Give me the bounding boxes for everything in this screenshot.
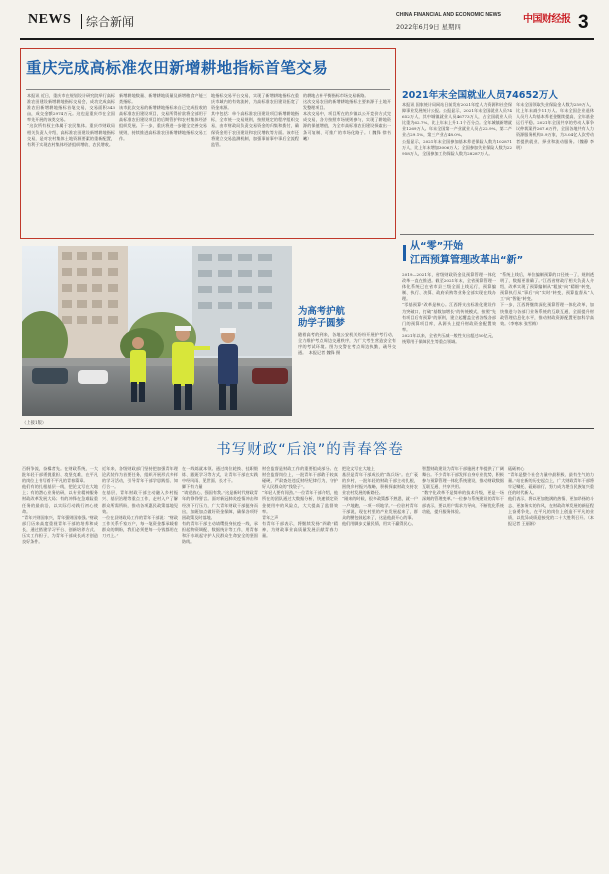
masthead-rule	[20, 38, 594, 40]
continued-label: （上接1版）	[22, 421, 47, 426]
article4-column-2: 近年来，各级财政部门坚持把加强青年理论武装作为首要任务，组织开展形式多样的学习活动，引导青年干部学思践悟、知行合一。 在基层，青年财政干部主动融入乡村振兴、基层治理等重点工作，走村入户了解群众所需所盼，推动各项惠民政策落地见效。 一位在县财政局工作的青年干部说：“财政工作关系千家万户，每一笔资金都承载着群众的期盼，我们必须把每一分钱都用在刀刃上。”	[102, 466, 178, 539]
article1-column-3: 地指标交易平台交易，实现了新增耕地指标在重庆市域内的有效流转，为高标准农田建设拓宽了资金来源。 其中包括：单个高标准农田建设项目新增耕地指标，全市统一交易规则，按照规定的程序组织交易，由市财政局负责交易资金的归集和拨付，确保资金用于农田建设和农民增收等方面。该市还将建立交易监测机制，加强事前事中事后全流程监管。	[211, 93, 299, 147]
article2-column-2: 年末全国领取失业保险金人数为259万人，比上年末减少11万人。年末全国企业退休人员月人均基本养老金继续提高，全年基金运行平稳。2021年全国共享的劳动人事争议仲裁案件267.6万件，全国各地共有人力资源服务机构5.9万家，为3.04亿人次劳动者提供就业、择业和流动服务。（魏静 李明）	[516, 102, 594, 150]
article2-headline: 2021年末全国就业人员74652万人	[402, 90, 559, 101]
article4-column-3: 在一线练就本领。通过岗位轮换、挂职锻炼、跟班学习等方式，让青年干部在实践中经风雨、见世面、长才干。 脚下有力量 “请党放心，强国有我。”这是新时代财政青年的铮铮誓言。面对新冠肺炎疫情冲击和经济下行压力，广大青年财政干部挺身而出，加班加点做好资金保障，确保各项纾困政策及时落地。 有的青年干部主动请缨投身抗疫一线，承担起物资调配、数据统计等工作，用青春和汗水筑起守护人民群众生命安全的坚固防线。	[182, 466, 258, 545]
article1-headline: 重庆完成高标准农田新增耕地指标首笔交易	[26, 59, 329, 77]
article4-column-4: 财会监督是财政工作的重要组成部分。在财会监督岗位上，一批青年干部敢于较真碰硬，严肃查处违反财经纪律行为，守护好人民群众的“钱袋子”。 “年轻人要有闯劲。”一位青年干部介绍，他所在的团队通过大数据分析，快速锁定资金使用中的风险点，大大提高了监督效率。 青年之声 有青年干部表示，将继续发扬“四敢”精神，为财政事业高质量发展贡献青春力量。	[262, 466, 338, 539]
section-divider	[81, 14, 82, 29]
article2-column-1: 本报讯 国家统计局网站日前发布2021年度人力资源和社会保障事业发展统计公报。公报显示，2021年末全国就业人员74652万人，其中城镇就业人员46773万人，占全国就业人员比重为62.7%，比上年末上升1.1个百分点。全年城镇新增就业1269万人。年末全国第一产业就业人员占22.9%，第二产业占29.1%，第三产业占48.0%。 公报显示，2021年末全国参加基本养老保险人数为102871万人，比上年末增加3006万人；全国参加失业保险人数为22958万人，全国参加工伤保险人数为28287万人。	[402, 102, 512, 156]
section-label-cn: 综合新闻	[86, 15, 135, 29]
article3-column-1: 2019—2021年，省级财政资金及预算管理一体化改革一直在推进。截至2021年末，全省预算管理一体化系统已在省市县三级全面上线运行，预算编制、执行、决算、政府采购等业务全部实现在线办理。 “零基预算”改革是核心。江西将支出标准化建设作为突破口，打破“基数加增长”的传统模式，按照“先有项目后有预算”的原则，建立起覆盖全省各级各部门的预算项目库，从源头上提升财政资金配置效率。 2021年以来，全省共压减一般性支出超过50亿元，统筹用于保障民生等重点领域。	[402, 272, 496, 345]
masthead	[0, 0, 609, 40]
article4-column-1: 百舸争流，奋楫者先。在财政系统，一大批年轻干部勇挑重担、攻坚克难，在平凡的岗位上书写着不平凡的青春篇章。 他们有的扎根基层一线，把论文写在大地上；有的潜心业务钻研，以专业精神服务财政改革发展大局；有的冲锋在急难险重任务的最前沿，以实际行动践行初心使命。 “青年兴则国家兴，青年强则国家强。”财政部门历来高度重视青年干部的培养和成长，通过搭建学习平台、创新培养方式、压实工作担子，为青年干部成长成才创造良好条件。	[22, 466, 98, 545]
paper-logo: 中国财经报	[523, 14, 571, 25]
divider-middle	[20, 428, 594, 429]
article3-column-2: “系统上线后，单位编制预算的口径统一了，规则透明了，数据更准确了。”江西省财政厅相关负责人介绍，改革实现了预算编制从“粗放”向“精细”转变，预算执行从“事后”向“实时”转变，预算监督从“人工”向“智能”转变。 下一步，江西将继续深化预算管理一体化改革，加快推进与各部门业务系统的互联互通，全面提升财政管理信息化水平，推动财政资源配置更加科学高效。（李寒冰 张雪梅）	[500, 272, 594, 326]
article4-column-7: 砥砺初心 “青年是整个社会力量中最积极、最有生气的力量。”站在新的历史起点上，广大财政青年干部将牢记嘱托、砥砺前行，努力成为堪当民族复兴重任的时代新人。 他们表示，将以更加饱满的热情、更加昂扬的斗志、更加务实的作风，在财政改革发展的新征程上奋勇争先，在平凡的岗位上创造不平凡的业绩，以优异成绩迎接党的二十大胜利召开。（本报记者 王丽娟）	[508, 466, 594, 526]
exam-traffic-photo	[22, 246, 292, 416]
paper-name-en: CHINA FINANCIAL AND ECONOMIC NEWS	[396, 12, 501, 18]
article4-column-6: 智慧财政建设为青年干部施展才华提供了广阔舞台。不少青年干部发挥自身专业优势，积极参与预算管理一体化系统建设，推动财政数据互联互通、共享共用。 “数字化改革不是简单的技术升级，更是一场深刻的管理变革。”一位参与系统建设的青年干部表示，要以用户需求为导向，不断优化系统功能，提升服务体验。	[422, 466, 504, 514]
page-number: 3	[578, 12, 589, 33]
photo-caption-title: 为高考护航 助学子圆梦	[298, 306, 345, 329]
article4-column-5: 把论文写在大地上 基层是青年干部成长的“练兵场”。在广袤的乡村，一批年轻的财政干部主动扎根，围绕乡村振兴战略，积极探索财政支持农业农村发展的新路径。 “刚来的时候，很多政策都不熟悉，就一户一户地跑，一项一项地学。”一位驻村青年干部说，现在村里的产业发展起来了，群众的腰包鼓起来了，这是他最开心的事。 他们用脚步丈量民情，用实干赢得民心。	[342, 466, 418, 526]
issue-date: 2022年6月9日 星期四	[396, 23, 461, 31]
article1-column-1: 本报讯 近日，重庆市在规划设计研究院举行高标准农田建设新增耕地指标交易会，成功完成高标准农田新增耕地指标首笔交易，交易面积343亩，成交金额2974万元。这也是重庆市在全国率先开展的该类交易。 “这次所有权主体属于农民集体。重庆市财政局相关负责人介绍，高标准农田建设新增耕地指标交易，是对农村集体土地资源要素的重新配置，有利于实现农村集体经济组织增收、农民增收。	[27, 93, 115, 147]
article1-column-2: 新增耕地数量、新增耕地质量及新增粮食产能三类指标。 该市此次交易的新增耕地指标来自已完成验收的高标准农田建设项目，交易所得价款将全部用于高标准农田建设项目的后期管护和农村集体经济组织发展。下一步，重庆将进一步健全完善交易规则，持续推进高标准农田新增耕地指标交易工作。	[119, 93, 207, 141]
article3-headline: 从“零”开始 江西预算管理改革出“新”	[410, 241, 524, 266]
photo-caption-text: 随着高考的到来，各地公安机关纷纷开展护考行动，全力维护考点周边交通秩序，为广大考生营造安全有序的考试环境。图为交警在考点周边执勤，疏导交通。 本报记者 魏锋 摄	[298, 332, 396, 356]
divider-right-1	[400, 234, 594, 235]
article4-headline: 书写财政“后浪”的青春答卷	[216, 442, 404, 458]
article3-marker	[403, 245, 406, 261]
headline-rule	[26, 89, 390, 90]
section-label-en: NEWS	[28, 12, 72, 27]
article1-column-4: 的耕地占补平衡指标市场交易新路。 这次交易农田的新增耕地指标主要来源于土地开发整理项目。 本次交易中，项目所在的乡镇以公开竞价方式完成交易，各方按照市场规则参与，实现了耕地资源的保值增值，为全市高标准农田建设探索出一条可复制、可推广的市场化路子。（ 魏锋 徐书曦）	[303, 93, 391, 141]
